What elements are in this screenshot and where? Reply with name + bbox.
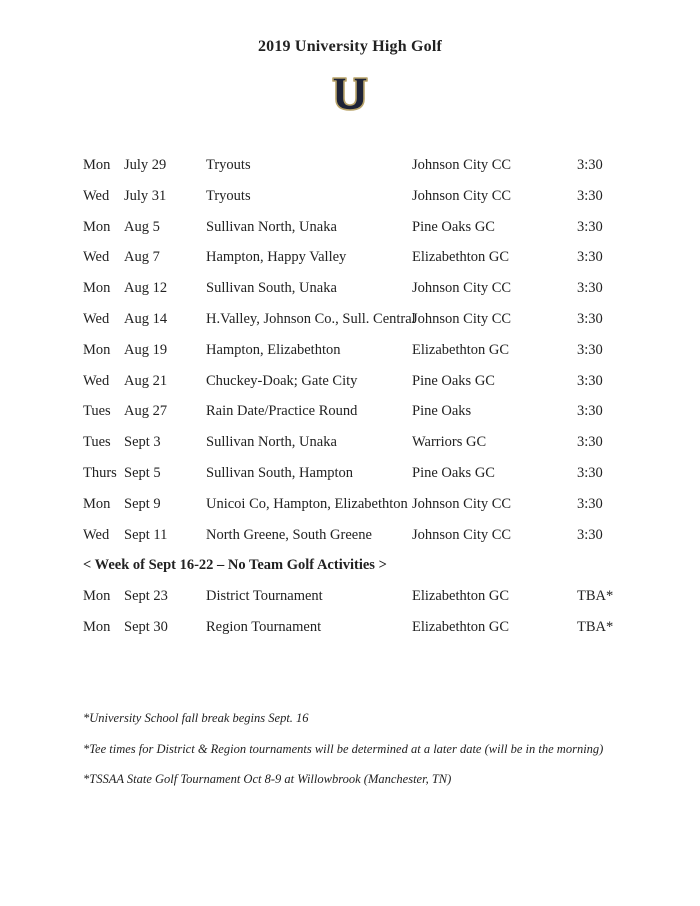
row-location: Johnson City CC [412,310,512,327]
row-date: Aug 14 [124,310,168,327]
schedule-row [83,366,683,397]
row-day: Mon [83,218,111,235]
schedule-row [83,612,683,643]
row-opponents: Chuckey-Doak; Gate City [206,372,358,389]
row-time: TBA* [577,588,614,605]
row-date: Aug 7 [124,249,160,266]
schedule-table [83,150,683,643]
schedule-row [83,212,683,243]
row-day: Wed [83,526,110,543]
row-time: 3:30 [577,526,603,543]
row-date: July 31 [124,187,167,204]
schedule-row [83,181,683,212]
row-date: Sept 5 [124,464,161,481]
row-date: Aug 19 [124,341,168,358]
row-time: 3:30 [577,187,603,204]
row-time: 3:30 [577,157,603,173]
row-day: Wed [83,249,110,266]
row-day: Mon [83,495,111,512]
schedule-row [83,396,683,427]
schedule-row [83,581,683,612]
row-time: 3:30 [577,464,603,481]
schedule-row [83,520,683,551]
row-time: 3:30 [577,372,603,389]
row-location: Johnson City CC [412,526,512,543]
schedule-row [83,489,683,520]
row-day: Tues [83,403,111,420]
page-title: 2019 University High Golf [257,38,443,55]
row-date: July 29 [124,157,167,173]
break-notice: < Week of Sept 16-22 – No Team Golf Activities > [83,557,387,574]
row-date: Aug 5 [124,218,160,235]
row-day: Mon [83,588,111,605]
row-opponents: Sullivan North, Unaka [206,434,337,451]
row-location: Johnson City CC [412,157,512,173]
row-location: Pine Oaks [412,403,472,420]
row-location: Elizabethton GC [412,249,510,266]
row-time: 3:30 [577,218,603,235]
row-date: Sept 9 [124,495,161,512]
row-opponents: Tryouts [206,157,251,173]
row-day: Mon [83,157,111,173]
schedule-row [83,335,683,366]
row-day: Thurs [83,464,117,481]
row-time: 3:30 [577,249,603,266]
row-opponents: Tryouts [206,187,251,204]
row-opponents: Unicoi Co, Hampton, Elizabethton [206,495,408,512]
row-opponents: Sullivan South, Unaka [206,280,337,297]
schedule-row [83,304,683,335]
schedule-row [83,242,683,273]
row-time: 3:30 [577,310,603,327]
row-day: Wed [83,372,110,389]
row-opponents: Hampton, Elizabethton [206,341,341,358]
schedule-row [83,458,683,489]
break-notice-row [83,550,683,581]
row-opponents: Sullivan North, Unaka [206,218,337,235]
row-location: Warriors GC [412,434,487,451]
row-time: 3:30 [577,341,603,358]
schedule-row [83,427,683,458]
schedule-row [83,150,683,181]
row-date: Aug 21 [124,372,168,389]
row-location: Johnson City CC [412,187,512,204]
row-date: Sept 30 [124,618,168,635]
row-time: 3:30 [577,403,603,420]
row-time: TBA* [577,618,614,635]
row-opponents: District Tournament [206,588,323,605]
row-day: Tues [83,434,111,451]
row-opponents: Region Tournament [206,618,322,635]
row-day: Mon [83,618,111,635]
row-location: Elizabethton GC [412,588,510,605]
row-opponents: H.Valley, Johnson Co., Sull. Central [206,310,416,327]
row-location: Elizabethton GC [412,341,510,358]
row-location: Johnson City CC [412,280,512,297]
row-date: Aug 27 [124,403,168,420]
row-time: 3:30 [577,280,603,297]
row-day: Mon [83,341,111,358]
row-location: Johnson City CC [412,495,512,512]
row-date: Sept 3 [124,434,161,451]
row-day: Mon [83,280,111,297]
row-location: Pine Oaks GC [412,218,495,235]
row-location: Elizabethton GC [412,618,510,635]
footnote-fall-break: *University School fall break begins Sept. 16 [83,711,309,725]
footnotes [83,706,693,798]
row-date: Sept 11 [124,526,168,543]
row-opponents: Sullivan South, Hampton [206,464,354,481]
row-opponents: Hampton, Happy Valley [206,249,347,266]
university-u-logo-icon [331,76,369,112]
logo-u-shape [333,78,367,110]
row-location: Pine Oaks GC [412,464,495,481]
row-opponents: North Greene, South Greene [206,526,372,543]
row-day: Wed [83,187,110,204]
row-opponents: Rain Date/Practice Round [206,403,358,420]
row-date: Sept 23 [124,588,168,605]
row-date: Aug 12 [124,280,168,297]
footnote-state-tournament: *TSSAA State Golf Tournament Oct 8-9 at Willowbrook (Manchester, TN) [83,772,452,786]
row-time: 3:30 [577,434,603,451]
schedule-row [83,273,683,304]
row-location: Pine Oaks GC [412,372,495,389]
footnote-tee-times: *Tee times for District & Region tournaments will be determined at a later date (will be in the morning) [83,741,604,756]
row-time: 3:30 [577,495,603,512]
row-day: Wed [83,310,110,327]
